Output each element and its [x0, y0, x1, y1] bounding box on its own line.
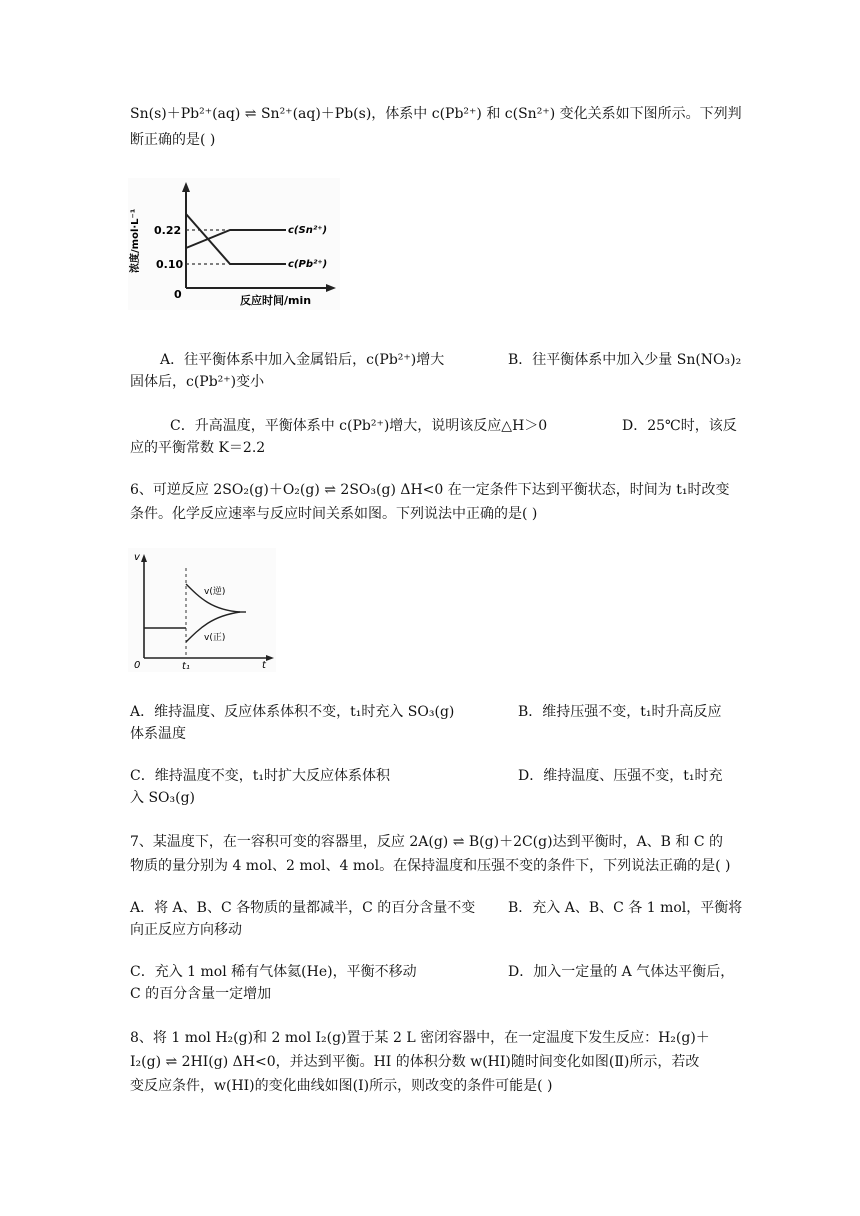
q6-option-a: A．维持温度、反应体系体积不变，t₁时充入 SO₃(g) [130, 704, 455, 720]
q6-ylabel: v [134, 552, 140, 563]
q5-option-a: A．往平衡体系中加入金属铅后，c(Pb²⁺)增大 [160, 352, 445, 368]
q6-option-b-line1: B．维持压强不变，t₁时升高反应 [518, 704, 722, 720]
q6-origin: 0 [134, 660, 141, 671]
q5-option-b-line2: 固体后，c(Pb²⁺)变小 [130, 374, 265, 390]
q6-label-forward: v(正) [204, 633, 226, 643]
q7-option-c: C．充入 1 mol 稀有气体氦(He)，平衡不移动 [130, 964, 417, 980]
q7-option-d-line1: D．加入一定量的 A 气体达平衡后， [508, 964, 735, 980]
q6-stem-line1: 6、可逆反应 2SO₂(g)＋O₂(g) ⇌ 2SO₃(g) ΔH<0 在一定条件下达到平衡状态，时间为 t₁时改变 [130, 482, 730, 498]
q7-option-b-line1: B．充入 A、B、C 各 1 mol，平衡将 [508, 900, 743, 916]
q6-stem-line2: 条件。化学反应速率与反应时间关系如图。下列说法中正确的是( ) [130, 506, 538, 522]
q6-xlabel: t [262, 660, 266, 671]
q6-option-d-line2: 入 SO₃(g) [130, 790, 196, 806]
q8-stem-line1: 8、将 1 mol H₂(g)和 2 mol I₂(g)置于某 2 L 密闭容器中，在一定温度下发生反应：H₂(g)＋ [130, 1030, 710, 1046]
q5-label-sn: c(Sn²⁺) [288, 225, 328, 236]
q6-option-d-line1: D．维持温度、压强不变，t₁时充 [518, 768, 723, 784]
q5-option-d-line2: 应的平衡常数 K＝2.2 [130, 440, 266, 456]
q6-label-reverse: v(逆) [204, 587, 226, 597]
q8-stem-line3: 变反应条件，w(HI)的变化曲线如图(Ⅰ)所示，则改变的条件可能是( ) [130, 1078, 553, 1094]
q5-stem-line2: 断正确的是( ) [130, 132, 216, 148]
q5-concentration-chart [128, 178, 340, 310]
q8-stem-line2: I₂(g) ⇌ 2HI(g) ΔH<0，并达到平衡。HI 的体积分数 w(HI)随时间变化如图(Ⅱ)所示，若改 [130, 1054, 700, 1070]
q6-option-b-line2: 体系温度 [130, 726, 186, 742]
q5-option-d-line1: D．25℃时，该反 [622, 418, 737, 434]
q7-stem-line2: 物质的量分别为 4 mol、2 mol、4 mol。在保持温度和压强不变的条件下，下列说法正确的是( ) [130, 858, 731, 874]
q6-option-c: C．维持温度不变，t₁时扩大反应体系体积 [130, 768, 390, 784]
q5-origin: 0 [174, 288, 182, 301]
q5-option-b-line1: B．往平衡体系中加入少量 Sn(NO₃)₂ [508, 352, 742, 368]
q5-tick-high: 0.22 [154, 224, 182, 237]
q5-ylabel: 浓度/mol·L⁻¹ [130, 208, 141, 273]
q5-label-pb: c(Pb²⁺) [288, 259, 328, 270]
q5-stem-line1: Sn(s)＋Pb²⁺(aq) ⇌ Sn²⁺(aq)＋Pb(s)，体系中 c(Pb²⁺) 和 c(Sn²⁺) 变化关系如下图所示。下列判 [130, 106, 742, 122]
q7-stem-line1: 7、某温度下，在一容积可变的容器里，反应 2A(g) ⇌ B(g)＋2C(g)达到平衡时，A、B 和 C 的 [130, 834, 724, 850]
q5-tick-low: 0.10 [156, 258, 184, 271]
q7-option-a: A．将 A、B、C 各物质的量都减半，C 的百分含量不变 [130, 900, 476, 916]
q6-rate-chart [128, 548, 276, 672]
q5-xlabel: 反应时间/min [240, 294, 312, 307]
q5-option-c: C．升高温度，平衡体系中 c(Pb²⁺)增大，说明该反应△H＞0 [170, 418, 548, 434]
q7-option-b-line2: 向正反应方向移动 [130, 922, 242, 938]
q6-t1: t₁ [182, 661, 190, 672]
q7-option-d-line2: C 的百分含量一定增加 [130, 986, 272, 1002]
